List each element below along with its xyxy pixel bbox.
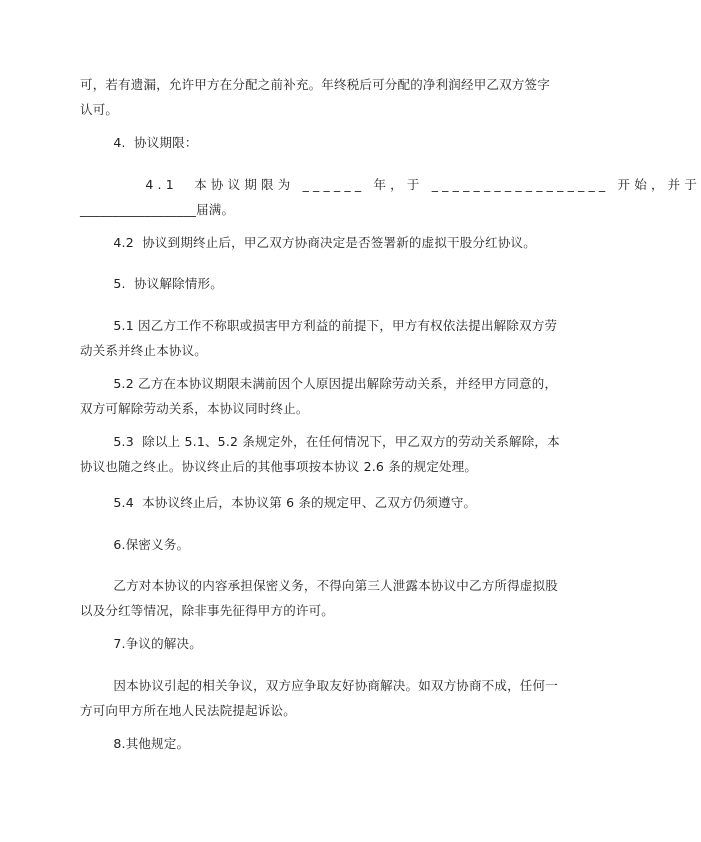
text-line: 方可向甲方所在地人民法院提起诉讼。 <box>80 703 296 718</box>
text-line: 5.4 本协议终止后，本协议第 6 条的规定甲、乙双方仍须遵守。 <box>80 495 477 510</box>
paragraph-profit-distribution <box>80 72 550 122</box>
paragraph-5-4 <box>80 490 517 515</box>
text-line: 双方可解除劳动关系，本协议同时终止。 <box>80 401 309 416</box>
text-line: 认可。 <box>80 102 119 117</box>
text-line: 可，若有遗漏，允许甲方在分配之前补充。年终税后可分配的净利润经甲乙双方签字 <box>80 77 550 92</box>
section-heading-5 <box>80 271 517 296</box>
text-line: 乙方对本协议的内容承担保密义务，不得向第三人泄露本协议中乙方所得虚拟股 <box>80 578 558 593</box>
section-heading-7 <box>80 631 517 656</box>
text-line: 5.2 乙方在本协议期限未满前因个人原因提出解除劳动关系，并经甲方同意的， <box>80 376 558 391</box>
text-line: 7.争议的解决。 <box>80 636 202 651</box>
section-heading-4 <box>80 130 517 155</box>
text-line: __________________届满。 <box>80 202 235 217</box>
text-line: 8.其他规定。 <box>80 736 190 751</box>
section-heading-6 <box>80 532 517 557</box>
section-heading-8 <box>80 731 517 756</box>
paragraph-4-2 <box>80 230 536 255</box>
text-line: 4.2 协议到期终止后，甲乙双方协商决定是否签署新的虚拟干股分红协议。 <box>80 235 536 250</box>
paragraph-5-2 <box>80 371 558 421</box>
text-line: 5. 协议解除情形。 <box>80 276 223 291</box>
text-line: 4. 协议期限： <box>80 135 198 150</box>
text-line: 5.3 除以上 5.1、5.2 条规定外，在任何情况下，甲乙双方的劳动关系解除，本 <box>80 434 560 449</box>
paragraph-confidentiality <box>80 573 558 623</box>
text-line: 以及分红等情况，除非事先征得甲方的许可。 <box>80 603 335 618</box>
text-line: 6.保密义务。 <box>80 537 190 552</box>
text-line: 5.1 因乙方工作不称职或损害甲方利益的前提下，甲方有权依法提出解除双方劳 <box>80 318 558 333</box>
paragraph-5-1 <box>80 313 558 363</box>
text-line: 动关系并终止本协议。 <box>80 343 208 358</box>
paragraph-4-1 <box>80 172 701 222</box>
text-line: 因本协议引起的相关争议，双方应争取友好协商解决。如双方协商不成，任何一 <box>80 678 558 693</box>
text-line: 4.1 本协议期限为 ______ 年，于 _________________ 开始，并于 <box>80 177 701 192</box>
paragraph-dispute-resolution <box>80 673 558 723</box>
text-line: 协议也随之终止。协议终止后的其他事项按本协议 2.6 条的规定处理。 <box>80 459 478 474</box>
paragraph-5-3 <box>80 429 560 479</box>
